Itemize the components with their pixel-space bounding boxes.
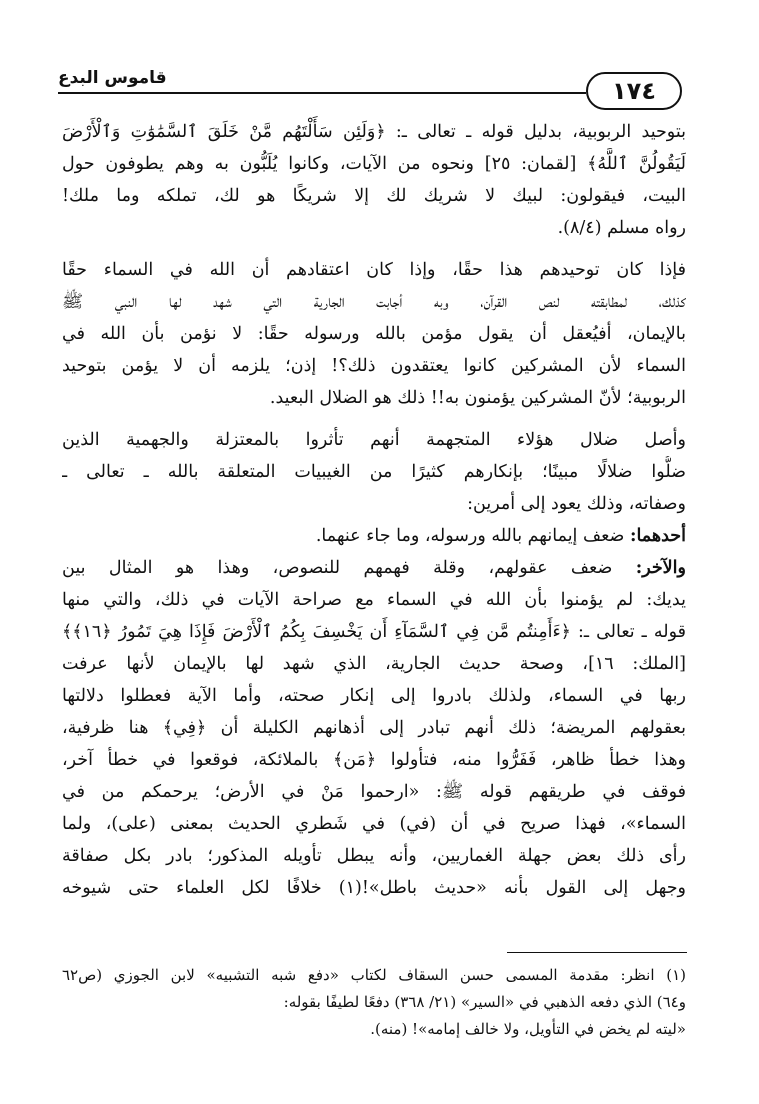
footnote-line: (١) انظر: مقدمة المسمى حسن السقاف لكتاب «دفع شبه التشبيه» لابن الجوزي (ص٦٢ (62, 966, 686, 984)
text-line: وأصل ضلال هؤلاء المتجهمة أنهم تأثروا بالمعتزلة والجهمية الذين (62, 430, 686, 450)
text-line: السماء لأن المشركين كانوا يعتقدون ذلك؟! إذن؛ يلزمه أن لا يؤمن بتوحيد (62, 356, 686, 376)
book-title: قاموس البدع (58, 68, 167, 88)
text-line: لَيَقُولُنَّ ٱللَّهُ﴾ [لقمان: ٢٥] ونحوه من الآيات، وكانوا يُلَبُّون به وهم يطوفون حول (62, 154, 686, 174)
first-item-label: أحدهما: (629, 526, 686, 546)
page-number: ١٧٤ (586, 72, 682, 110)
footnote-line: «ليته لم يخض في التأويل، ولا خالف إمامه»! (منه). (370, 1020, 686, 1038)
text-line: بعقولهم المريضة؛ ذلك أنهم تبادر إلى أذهانهم الكليلة أن ﴿فِي﴾ هنا ظرفية، (62, 718, 686, 738)
text-line: ربها في السماء، ولذلك بادروا إلى إنكار صحته، وأما الآية فعطلوا دلالتها (62, 686, 686, 706)
text-line: السماء»، فهذا صريح في أن (في) في شَطري الحديث بمعنى (على)، ولما (62, 814, 686, 834)
text-line: [الملك: ١٦]، وصحة حديث الجارية، الذي شهد لها بالإيمان لأنها عرفت (62, 654, 686, 674)
second-item-text: ضعف عقولهم، وقلة فهمهم للنصوص، وهذا هو المثال بين (62, 558, 613, 578)
footnote-line: و٦٤) الذي دفعه الذهبي في «السير» (٢١/ ٣٦٨) دفعًا لطيفًا بقوله: (283, 993, 686, 1011)
second-item-line (62, 552, 686, 584)
text-line: وجهل إلى القول بأنه «حديث باطل»!(١) خلافًا لكل العلماء حتى شيوخه (62, 878, 686, 898)
quran-verse-line: قوله ـ تعالى ـ: ﴿ءَأَمِنتُم مَّن فِي ٱلسَّمَآءِ أَن يَخْسِفَ بِكُمُ ٱلْأَرْضَ فَإِذَا هِيَ تَمُورُ ﴿١٦﴾﴾ (62, 622, 686, 642)
first-item-line (62, 520, 686, 552)
text-line: وصفاته، وذلك يعود إلى أمرين: (467, 494, 686, 514)
footnote-separator (507, 952, 687, 953)
second-item-label: والآخر: (635, 558, 686, 578)
text-line: البيت، فيقولون: لبيك لا شريك لك إلا شريكًا هو لك، تملكه وما ملك! (62, 186, 686, 206)
text-line: كذلك، لمطابقته لنص القرآن، وبه أجابت الجارية التي شهد لها النبي ﷺ (62, 292, 686, 312)
first-item-text: ضعف إيمانهم بالله ورسوله، وما جاء عنهما. (315, 526, 625, 546)
text-line: يديك: لم يؤمنوا بأن الله في السماء مع صراحة الآيات في ذلك، والتي منها (62, 590, 686, 610)
text-line: الربوبية؛ لأنّ المشركين يؤمنون به!! ذلك هو الضلال البعيد. (269, 388, 686, 408)
text-line: بتوحيد الربوبية، بدليل قوله ـ تعالى ـ: ﴿وَلَئِن سَأَلْتَهُم مَّنْ خَلَقَ ٱلسَّمَٰوَٰتِ وَٱلْأَرْضَ (62, 122, 686, 142)
text-line: رواه مسلم (٨/٤). (557, 218, 686, 238)
text-line: ضلُّوا ضلالًا مبينًا؛ بإنكارهم كثيرًا من الغيبيات المتعلقة بالله ـ تعالى ـ (62, 462, 686, 482)
main-text (62, 116, 686, 904)
page-header (58, 62, 682, 108)
text-line: رأى ذلك بعض جهلة الغماريين، وأنه يبطل تأويله المذكور؛ بادر بكل صفاقة (62, 846, 686, 866)
text-line: فإذا كان توحيدهم هذا حقًا، وإذا كان اعتقادهم أن الله في السماء حقًا (62, 260, 686, 280)
text-line: بالإيمان، أفيُعقل أن يقول مؤمن بالله ورسوله حقًا: لا نؤمن بأن الله في (62, 324, 686, 344)
header-rule (58, 92, 586, 94)
text-line: وهذا خطأ ظاهر، فَفَرُّوا منه، فتأولوا ﴿مَن﴾ بالملائكة، فوقعوا في خطأ آخر، (62, 750, 686, 770)
footnotes (62, 962, 686, 1043)
text-line: فوقف في طريقهم قوله ﷺ: «ارحموا مَنْ في الأرض؛ يرحمكم من في (62, 782, 686, 802)
